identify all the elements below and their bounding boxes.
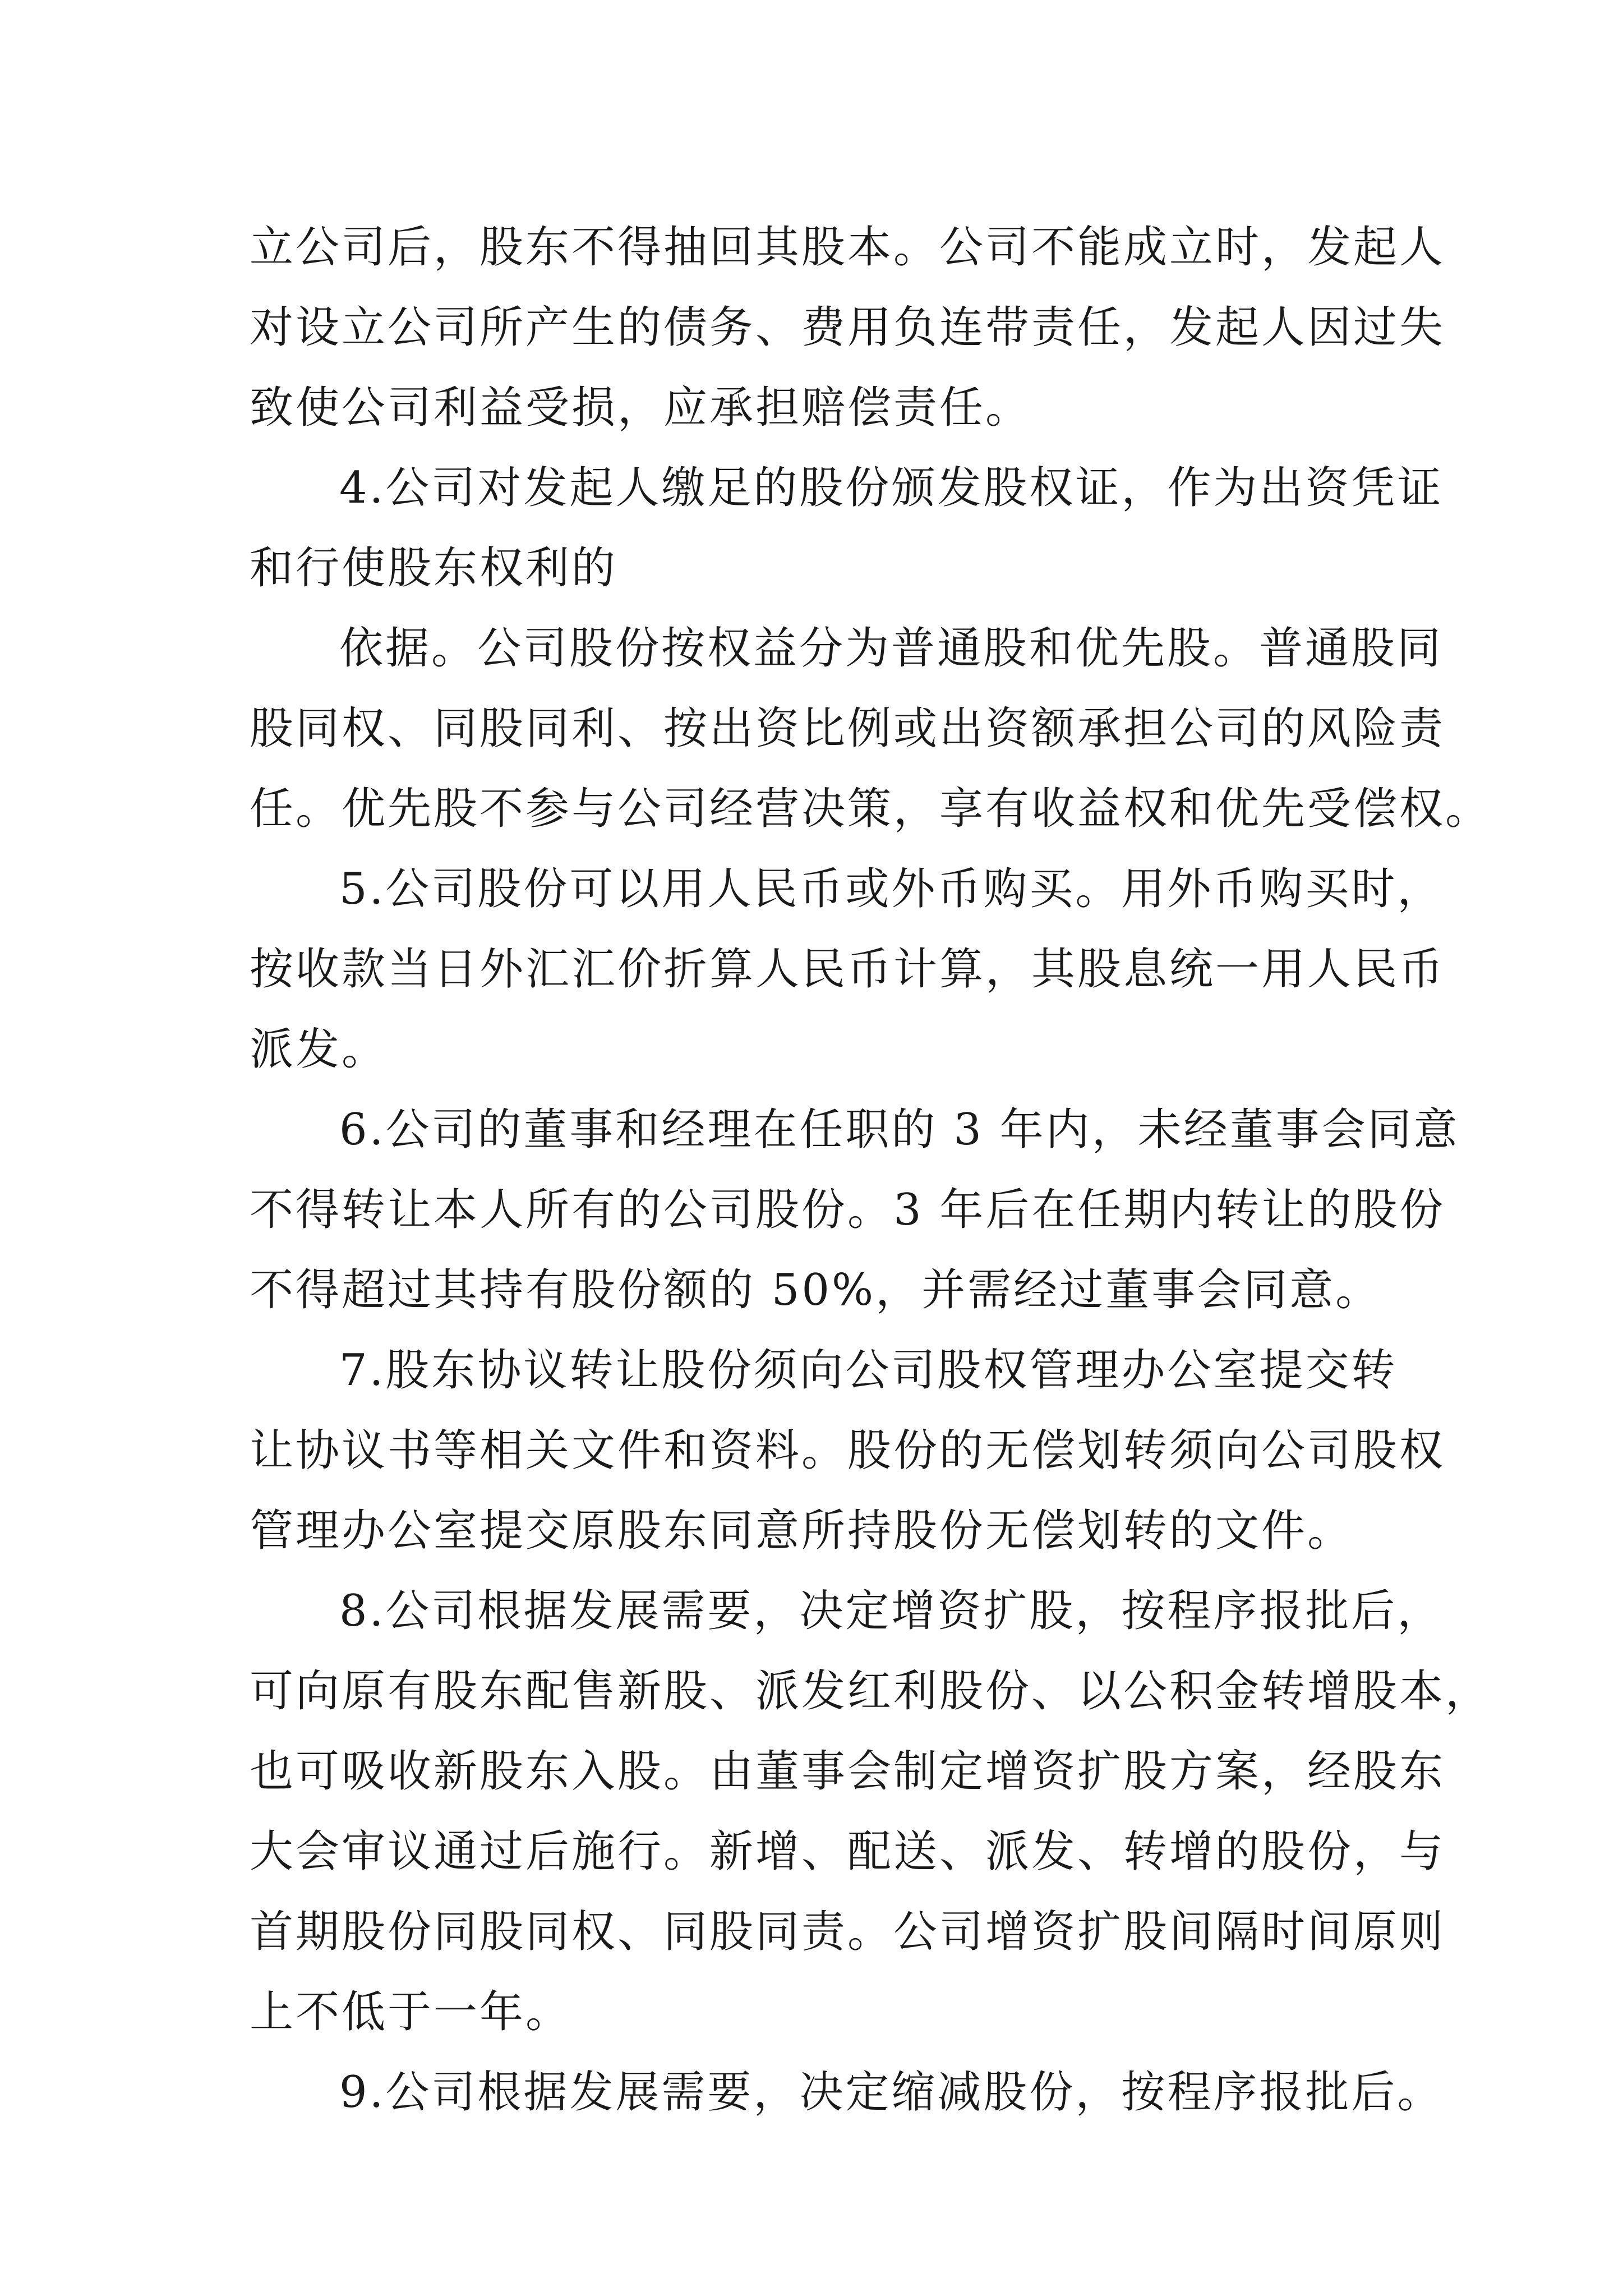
text-line — [250, 609, 1444, 689]
text-line — [250, 769, 1492, 849]
text-line — [250, 689, 1446, 769]
text-line — [250, 1250, 1416, 1331]
line-text: 5.公司股份可以用人民币或外币购买。用外币购买时， — [339, 864, 1444, 914]
line-text: 7.股东协议转让股份须向公司股权管理办公室提交转 — [339, 1345, 1398, 1396]
text-line — [250, 1090, 1460, 1170]
line-text: 让协议书等相关文件和资料。股份的无偿划转须向公司股权 — [250, 1425, 1446, 1476]
line-text: 上不低于一年。 — [250, 1987, 572, 2037]
text-line — [250, 1651, 1492, 1732]
text-line — [250, 1892, 1446, 1972]
text-line — [250, 2053, 1444, 2133]
line-text: 9.公司根据发展需要，决定缩减股份，按程序报批后。 — [339, 2067, 1444, 2118]
text-line — [250, 448, 1444, 528]
line-text: 致使公司利益受损，应承担赔偿责任。 — [250, 383, 1032, 433]
line-text: 不得超过其持有股份额的 50%，并需经过董事会同意。 — [250, 1265, 1382, 1315]
text-line — [250, 288, 1446, 368]
line-text: 对设立公司所产生的债务、费用负连带责任，发起人因过失 — [250, 302, 1446, 353]
text-line — [250, 1010, 1416, 1090]
line-text: 大会审议通过后施行。新增、配送、派发、转增的股份，与 — [250, 1826, 1446, 1877]
text-line — [250, 1491, 1416, 1571]
text-line — [250, 1571, 1444, 1651]
text-line — [250, 930, 1446, 1010]
text-line — [250, 1331, 1416, 1411]
line-text: 和行使股东权利的 — [250, 543, 618, 593]
line-text: 6.公司的董事和经理在任职的 3 年内，未经董事会同意 — [339, 1105, 1460, 1155]
line-text: 首期股份同股同权、同股同责。公司增资扩股间隔时间原则 — [250, 1907, 1446, 1957]
line-text: 4.公司对发起人缴足的股份颁发股权证，作为出资凭证 — [339, 463, 1444, 513]
line-text: 按收款当日外汇汇价折算人民币计算，其股息统一用人民币 — [250, 944, 1446, 995]
line-text: 管理办公室提交原股东同意所持股份无偿划转的文件。 — [250, 1506, 1354, 1556]
text-line — [250, 368, 1416, 448]
text-line — [250, 1170, 1446, 1250]
line-text: 8.公司根据发展需要，决定增资扩股，按程序报批后， — [339, 1586, 1444, 1636]
line-text: 立公司后，股东不得抽回其股本。公司不能成立时，发起人 — [250, 222, 1446, 273]
text-line — [250, 208, 1446, 288]
text-line — [250, 849, 1444, 930]
document-body — [250, 208, 1492, 2133]
line-text: 依据。公司股份按权益分为普通股和优先股。普通股同 — [339, 623, 1444, 674]
line-text: 也可吸收新股东入股。由董事会制定增资扩股方案，经股东 — [250, 1746, 1446, 1797]
line-text: 不得转让本人所有的公司股份。3 年后在任期内转让的股份 — [250, 1185, 1446, 1235]
text-line — [250, 1972, 1416, 2053]
text-line — [250, 528, 1416, 609]
line-text: 派发。 — [250, 1024, 388, 1075]
text-line — [250, 1812, 1446, 1892]
line-text: 任。优先股不参与公司经营决策，享有收益权和优先受偿权。 — [250, 784, 1492, 834]
line-text: 可向原有股东配售新股、派发红利股份、以公积金转增股本， — [250, 1666, 1492, 1717]
text-line — [250, 1732, 1446, 1812]
line-text: 股同权、同股同利、按出资比例或出资额承担公司的风险责 — [250, 703, 1446, 754]
text-line — [250, 1411, 1446, 1491]
